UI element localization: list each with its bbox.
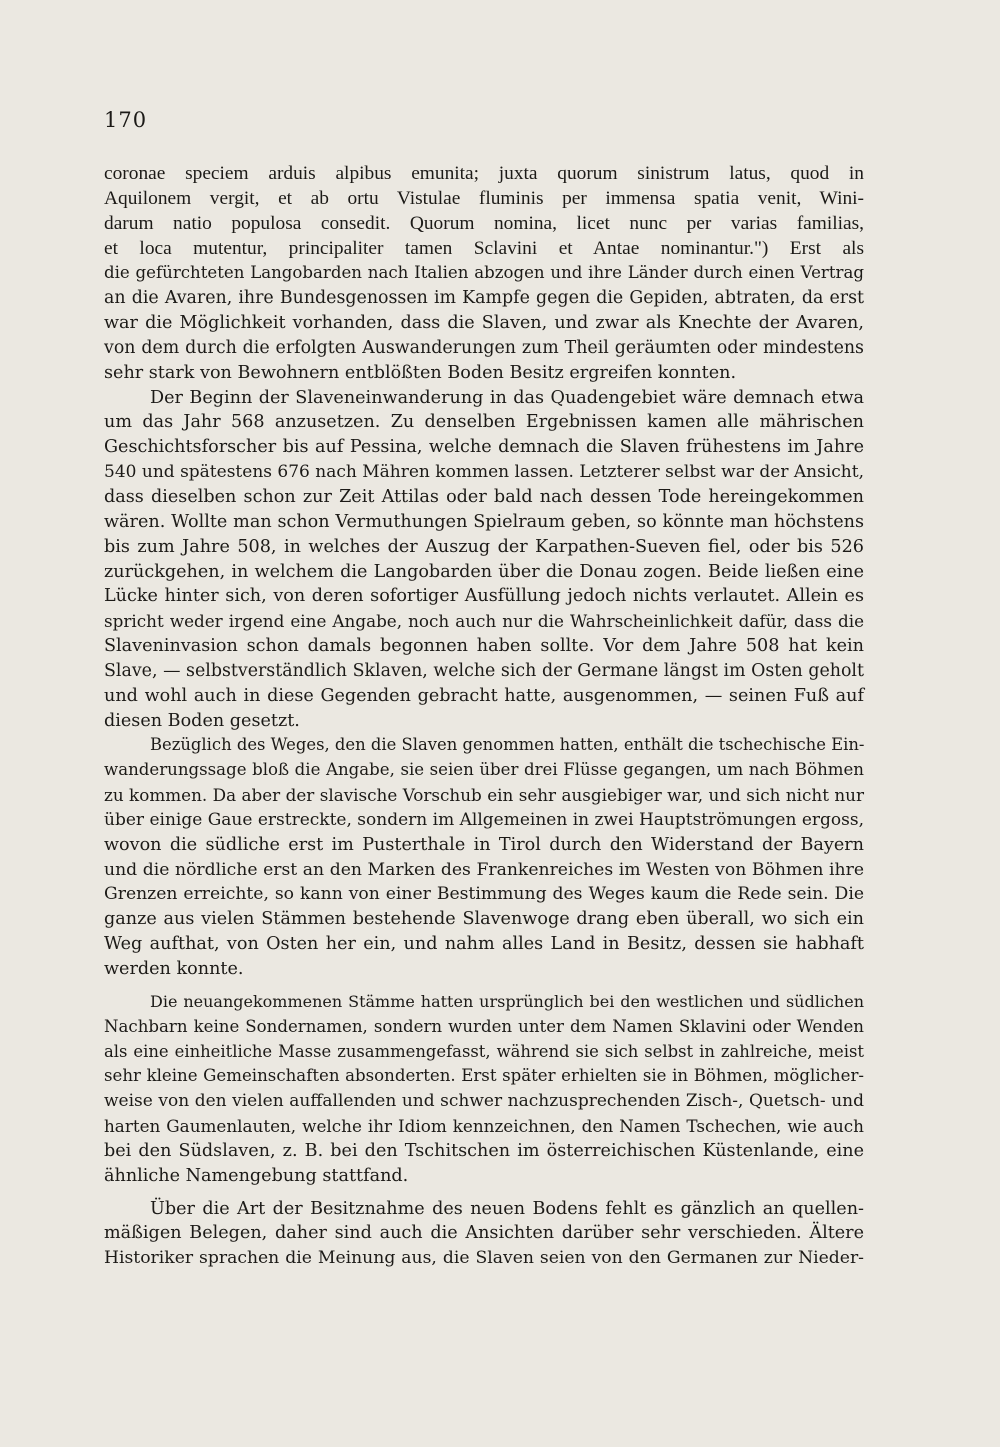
text-line: wovon die südliche erst im Pusterthale in Tirol durch den Widerstand der Bayern [104, 834, 864, 855]
text-line: Geschichtsforscher bis auf Pessina, welche demnach die Slaven frühestens im Jahre [104, 437, 864, 458]
text-line: bei den Südslaven, z. B. bei den Tschitschen im österreichischen Küstenlande, eine [104, 1140, 864, 1161]
paragraph-gap [104, 1189, 864, 1197]
text-line: ähnliche Namengebung stattfand. [104, 1165, 409, 1186]
text-line: und die nördliche erst an den Marken des Frankenreiches im Westen von Böhmen ihre [104, 859, 864, 880]
text-line: harten Gaumenlauten, welche ihr Idiom kennzeichnen, den Namen Tschechen, wie auch [104, 1116, 864, 1137]
text-line: über einige Gaue erstreckte, sondern im Allgemeinen in zwei Hauptströmungen ergoss, [104, 809, 864, 830]
text-line: diesen Boden gesetzt. [104, 710, 300, 731]
text-line: Slave, — selbstverständlich Sklaven, welche sich der Germane längst im Osten geholt [104, 660, 864, 681]
text-line: darum natio populosa consedit. Quorum nomina, licet nunc per varias familias, [104, 212, 864, 234]
text-line: sehr stark von Bewohnern entblößten Boden Besitz ergreifen konnten. [104, 362, 737, 383]
text-line: Nachbarn keine Sondernamen, sondern wurden unter dem Namen Sklavini oder Wenden [104, 1016, 864, 1036]
text-line: sehr kleine Gemeinschaften absonderten. Erst später erhielten sie in Böhmen, möglicher- [104, 1066, 864, 1086]
text-line: als eine einheitliche Masse zusammengefasst, während sie sich selbst in zahlreiche, meist [104, 1041, 864, 1061]
text-line: um das Jahr 568 anzusetzen. Zu denselben Ergebnissen kamen alle mährischen [104, 412, 864, 433]
text-line: von dem durch die erfolgten Auswanderungen zum Theil geräumten oder mindestens [104, 337, 864, 358]
text-line: 540 und spätestens 676 nach Mähren kommen lassen. Letzterer selbst war der Ansicht, [104, 462, 864, 483]
text-line: Grenzen erreichte, so kann von einer Bestimmung des Weges kaum die Rede sein. Die [104, 884, 864, 905]
text-line: zu kommen. Da aber der slavische Vorschub ein sehr ausgiebiger war, und sich nicht nur [104, 785, 864, 806]
text-line: weise von den vielen auffallenden und schwer nachzusprechenden Zisch-, Quetsch- und [104, 1091, 864, 1112]
text-line: Lücke hinter sich, von deren sofortiger Ausfüllung jedoch nichts verlautet. Allein es [104, 586, 864, 607]
text-line: Historiker sprachen die Meinung aus, die Slaven seien von den Germanen zur Nieder- [104, 1248, 864, 1269]
text-line: wanderungssage bloß die Angabe, sie seien über drei Flüsse gegangen, um nach Böhmen [104, 760, 864, 780]
text-line: war die Möglichkeit vorhanden, dass die Slaven, und zwar als Knechte der Avaren, [104, 313, 864, 334]
text-line: an die Avaren, ihre Bundesgenossen im Kampfe gegen die Gepiden, abtraten, da erst [104, 288, 864, 309]
text-line: Der Beginn der Slaveneinwanderung in das Quadengebiet wäre demnach etwa [150, 387, 864, 408]
text-line: mäßigen Belegen, daher sind auch die Ansichten darüber sehr verschieden. Ältere [104, 1223, 864, 1244]
text-line: Slaveninvasion schon damals begonnen haben sollte. Vor dem Jahre 508 hat kein [104, 636, 864, 657]
text-line: Über die Art der Besitznahme des neuen Bodens fehlt es gänzlich an quellen- [150, 1198, 864, 1219]
text-line: Die neuangekommenen Stämme hatten ursprünglich bei den westlichen und südlichen [150, 991, 864, 1011]
text-line: Weg aufthat, von Osten her ein, und nahm alles Land in Besitz, dessen sie habhaft [104, 934, 864, 955]
text-line: wären. Wollte man schon Vermuthungen Spielraum geben, so könnte man höchstens [104, 511, 864, 532]
text-line: werden konnte. [104, 959, 244, 979]
text-line: zurückgehen, in welchem die Langobarden über die Donau zogen. Beide ließen eine [104, 561, 864, 582]
text-line: bis zum Jahre 508, in welches der Auszug der Karpathen-Sueven fiel, oder bis 526 [104, 536, 864, 557]
text-line: Bezüglich des Weges, den die Slaven genommen hatten, enthält die tschechische Ein- [150, 735, 865, 755]
text-line: und wohl auch in diese Gegenden gebracht hatte, ausgenommen, — seinen Fuß auf [104, 685, 864, 706]
body-text [104, 162, 864, 1271]
paragraph-gap [104, 982, 864, 990]
text-line: spricht weder irgend eine Angabe, noch auch nur die Wahrscheinlichkeit dafür, dass die [104, 611, 864, 632]
text-line: et loca mutentur, principaliter tamen Sclavini et Antae nominantur.") Erst als [104, 237, 864, 259]
text-line: die gefürchteten Langobarden nach Italien abzogen und ihre Länder durch einen Vertrag [104, 263, 864, 283]
text-line: dass dieselben schon zur Zeit Attilas oder bald nach dessen Tode hereingekommen [104, 486, 864, 507]
text-line: Aquilonem vergit, et ab ortu Vistulae fluminis per immensa spatia venit, Wini- [104, 187, 864, 209]
text-line: coronae speciem arduis alpibus emunita; juxta quorum sinistrum latus, quod in [104, 163, 864, 184]
text-line: ganze aus vielen Stämmen bestehende Slavenwoge drang eben überall, wo sich ein [104, 909, 864, 930]
page-number: 170 [104, 108, 148, 132]
